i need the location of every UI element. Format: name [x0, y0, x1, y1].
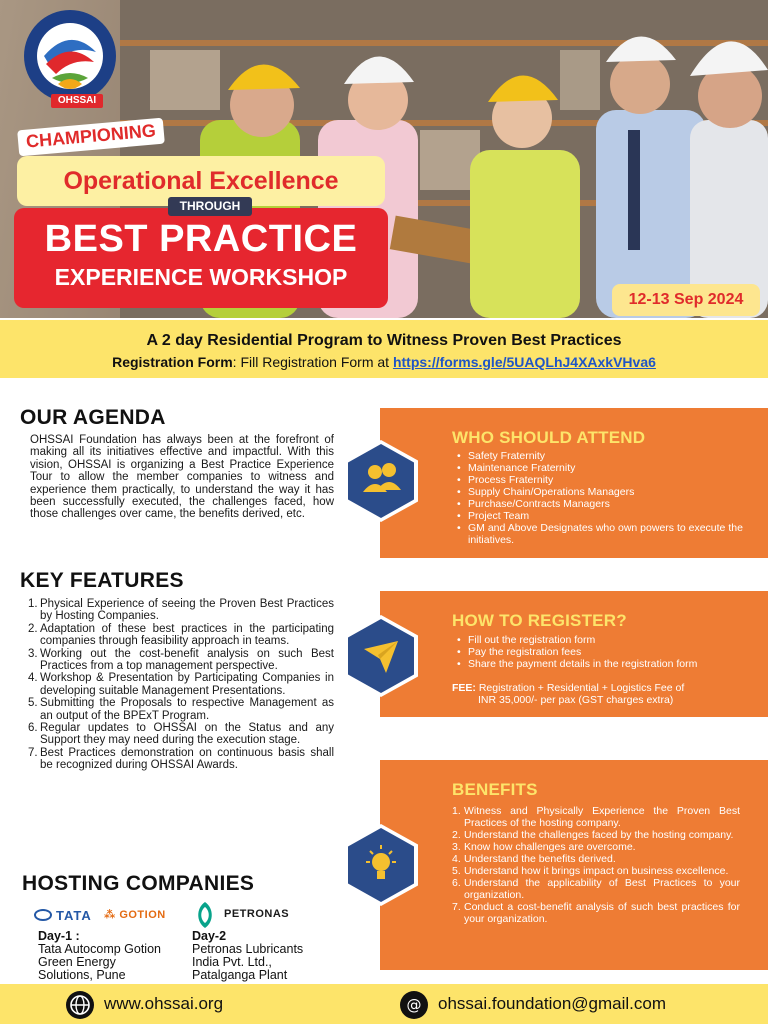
list-item: 3. Working out the cost-benefit analysis on such Best Practices from a top management perspective.: [28, 647, 334, 673]
list-item: • Project Team: [468, 510, 756, 522]
list-item: 7. Conduct a cost-benefit analysis of such best practices for your organization.: [452, 901, 740, 925]
logo-name: OHSSAI: [51, 94, 103, 108]
key-features-list: [28, 598, 334, 772]
best-practice-title: BEST PRACTICE: [44, 218, 358, 260]
hero-banner: [0, 0, 768, 318]
petronas-logo-icon: [192, 900, 218, 930]
day2-line: Patalganga Plant: [192, 968, 288, 982]
list-item: • Supply Chain/Operations Managers: [468, 486, 756, 498]
day2-line: Petronas Lubricants: [192, 942, 304, 956]
list-item: 5. Understand how it brings impact on business excellence.: [452, 865, 729, 877]
list-item: 4. Understand the benefits derived.: [452, 853, 616, 865]
who-should-attend-card: [380, 408, 768, 558]
ohssai-logo: [10, 4, 130, 122]
people-icon: [348, 444, 414, 518]
operational-excellence-tag: Operational Excellence: [17, 156, 385, 206]
program-band: [0, 320, 768, 378]
how-to-register-card: [380, 591, 768, 717]
event-date: 12-13 Sep 2024: [612, 284, 760, 316]
lightbulb-icon: [348, 828, 414, 902]
at-sign-icon: [400, 991, 428, 1019]
globe-icon: [66, 991, 94, 1019]
hosting-logos: [30, 900, 360, 930]
hex-badge: [344, 824, 418, 906]
who-should-attend-title: WHO SHOULD ATTEND: [452, 428, 646, 447]
list-item: • Maintenance Fraternity: [468, 462, 756, 474]
website-text: www.ohssai.org: [104, 994, 224, 1013]
list-item: • Share the payment details in the registration form: [468, 658, 756, 670]
list-item: 6. Understand the applicability of Best Practices to your organization.: [452, 877, 740, 901]
list-item: 5. Submitting the Proposals to respective Management as an output of the BPExT Program.: [28, 697, 334, 722]
email-link[interactable]: [400, 990, 666, 1018]
list-item: 2. Understand the challenges faced by the hosting company.: [452, 829, 734, 841]
day2-label: Day-2: [192, 929, 227, 943]
svg-text:@: @: [406, 995, 422, 1014]
tata-logo: TATA: [34, 908, 92, 923]
benefits-title: BENEFITS: [452, 780, 538, 799]
registration-label: Registration Form: [112, 354, 233, 370]
how-to-register-list: [468, 634, 756, 670]
workshop-title-block: [14, 208, 388, 308]
day1-host: [38, 930, 161, 982]
list-item: • Process Fraternity: [468, 474, 756, 486]
registration-link[interactable]: https://forms.gle/5UAQLhJ4XAxkVHva6: [392, 354, 656, 370]
who-should-attend-list: [468, 450, 756, 546]
footer-bar: [0, 984, 768, 1024]
fee-label: FEE:: [452, 682, 476, 694]
gotion-logo: ⁂ GOTION: [104, 909, 166, 921]
through-tag: THROUGH: [168, 197, 252, 216]
day1-line: Tata Autocomp Gotion: [38, 942, 161, 956]
list-item: • Purchase/Contracts Managers: [468, 498, 756, 510]
paper-plane-icon: [348, 619, 414, 693]
list-item: • Fill out the registration form: [468, 634, 756, 646]
hex-badge: [344, 440, 418, 522]
registration-text: : Fill Registration Form at: [232, 354, 393, 370]
list-item: 1. Physical Experience of seeing the Proven Best Practices by Hosting Companies.: [28, 598, 334, 623]
list-item: 3. Know how challenges are overcome.: [452, 841, 636, 853]
championing-tag: CHAMPIONING: [17, 118, 165, 157]
registration-fee: [452, 682, 752, 706]
list-item: 1. Witness and Physically Experience the Proven Best Practices of the hosting company.: [452, 805, 740, 829]
experience-workshop-title: EXPERIENCE WORKSHOP: [54, 264, 348, 290]
benefits-card: [380, 760, 768, 970]
list-item: 4. Workshop & Presentation by Participating Companies in developing suitable Management Presentations.: [28, 672, 334, 697]
website-link[interactable]: [66, 990, 223, 1018]
email-text: ohssai.foundation@gmail.com: [438, 994, 666, 1013]
hosting-companies-heading: HOSTING COMPANIES: [22, 872, 255, 895]
fee-line: Registration + Residential + Logistics Fee of: [475, 682, 685, 694]
program-title: A 2 day Residential Program to Witness Proven Best Practices: [146, 332, 622, 349]
day2-line: India Pvt. Ltd.,: [192, 955, 272, 969]
registration-line: [0, 352, 768, 372]
hex-badge: [344, 615, 418, 697]
list-item: 2. Adaptation of these best practices in the participating companies through feasibility approach in teams.: [28, 622, 334, 648]
list-item: 7. Best Practices demonstration on continuous basis shall be recognized during OHSSAI Awards.: [28, 746, 334, 772]
fee-line: INR 35,000/- per pax (GST charges extra): [478, 694, 674, 706]
benefits-list: [452, 805, 740, 925]
petronas-logo: PETRONAS: [224, 908, 290, 920]
list-item: • Safety Fraternity: [468, 450, 756, 462]
day1-line: Solutions, Pune: [38, 968, 126, 982]
day1-line: Green Energy: [38, 955, 116, 969]
day1-label: Day-1 :: [38, 929, 80, 943]
list-item: • Pay the registration fees: [468, 646, 756, 658]
agenda-text: OHSSAI Foundation has always been at the forefront of making all its initiatives effective and impactful. With this vision, OHSSAI is organizing a Best Practice Experience Tour to allow the member companies to witness and experience them practically, to understand the way it has been successfully executed, the challenges faced, how those challenges over came, the benefits derived, etc.: [30, 434, 334, 521]
list-item: 6. Regular updates to OHSSAI on the Status and any Support they may need during the execution stage.: [28, 722, 334, 747]
day2-host: [192, 930, 303, 982]
how-to-register-title: HOW TO REGISTER?: [452, 611, 627, 630]
list-item: • GM and Above Designates who own powers to execute the initiatives.: [468, 522, 756, 546]
agenda-heading: OUR AGENDA: [20, 406, 166, 429]
key-features-heading: KEY FEATURES: [20, 569, 184, 592]
